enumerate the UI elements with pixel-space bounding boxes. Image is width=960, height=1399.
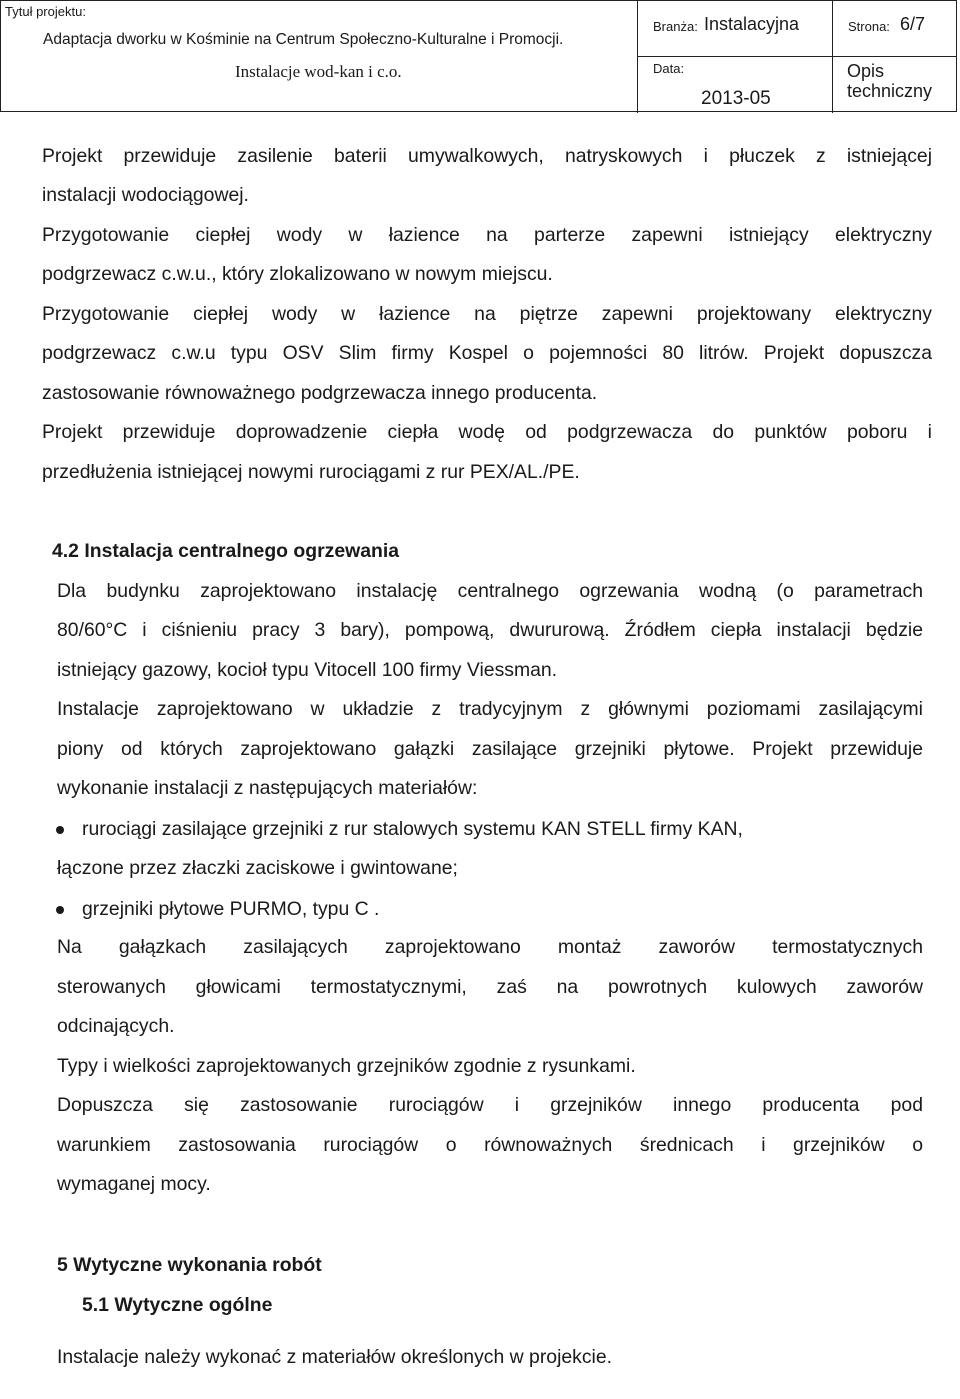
paragraph-line: Typy i wielkości zaprojektowanych grzejników zgodnie z rysunkami. [57, 1055, 636, 1077]
paragraph-line: przedłużenia istniejącej nowymi rurociągami z rur PEX/AL./PE. [42, 461, 580, 483]
date-label: Data: [653, 61, 685, 76]
list-item-continuation: łączone przez złaczki zaciskowe i gwintowane; [57, 857, 458, 879]
paragraph-line: Projekt przewiduje doprowadzenie ciepła wodę od podgrzewacza do punktów poboru i [42, 421, 932, 443]
paragraph-line: Instalacje należy wykonać z materiałów określonych w projekcie. [57, 1346, 613, 1368]
paragraph-line: Projekt przewiduje zasilenie baterii umywalkowych, natryskowych i płuczek z istniejącej [42, 145, 932, 167]
paragraph-line: warunkiem zastosowania rurociągów o równoważnych średnicach i grzejników o [57, 1134, 923, 1156]
paragraph-line: Dla budynku zaprojektowano instalację centralnego ogrzewania wodną (o parametrach [57, 580, 923, 602]
paragraph-line: 80/60°C i ciśnieniu pracy 3 bary), pompową, dwururową. Źródłem ciepła instalacji będzie [57, 619, 923, 641]
paragraph-line: Przygotowanie ciepłej wody w łazience na parterze zapewni istniejący elektryczny [42, 224, 932, 246]
section-heading: 5 Wytyczne wykonania robót [57, 1254, 322, 1276]
title-block [0, 0, 957, 112]
paragraph-line: wykonanie instalacji z następujących materiałów: [57, 777, 478, 799]
paragraph-line: wymaganej mocy. [57, 1173, 211, 1195]
paragraph-line: Instalacje zaprojektowano w układzie z tradycyjnym z głównymi poziomami zasilającymi [57, 698, 923, 720]
subsection-heading: 5.1 Wytyczne ogólne [82, 1294, 273, 1316]
section-heading: 4.2 Instalacja centralnego ogrzewania [52, 540, 400, 562]
date-value: 2013-05 [701, 88, 771, 109]
project-title: Adaptacja dworku w Kośminie na Centrum Społeczno-Kulturalne i Promocji. [43, 31, 564, 48]
divider [832, 1, 833, 57]
paragraph-line: Na gałązkach zasilających zaprojektowano montaż zaworów termostatycznych [57, 936, 923, 958]
branch-value: Instalacyjna [704, 14, 800, 34]
paragraph-line: podgrzewacz c.w.u typu OSV Slim firmy Kospel o pojemności 80 litrów. Projekt dopuszcza [42, 342, 932, 364]
paragraph-line: instalacji wodociągowej. [42, 184, 249, 206]
page-number: 6/7 [900, 14, 926, 34]
bullet-icon [56, 906, 64, 914]
page-label: Strona: [848, 19, 890, 34]
project-subtitle: Instalacje wod-kan i c.o. [235, 62, 402, 81]
divider [637, 1, 638, 113]
list-item: rurociągi zasilające grzejniki z rur stalowych systemu KAN STELL firmy KAN, [82, 818, 743, 840]
paragraph-line: podgrzewacz c.w.u., który zlokalizowano w nowym miejscu. [42, 263, 553, 285]
doc-type-line1: Opis [847, 61, 885, 81]
list-item: grzejniki płytowe PURMO, typu C . [82, 898, 380, 920]
paragraph-line: piony od których zaprojektowano gałązki zasilające grzejniki płytowe. Projekt przewiduje [57, 738, 923, 760]
paragraph-line: Przygotowanie ciepłej wody w łazience na piętrze zapewni projektowany elektryczny [42, 303, 932, 325]
paragraph-line: Dopuszcza się zastosowanie rurociągów i grzejników innego producenta pod [57, 1094, 923, 1116]
paragraph-line: istniejący gazowy, kocioł typu Vitocell 100 firmy Viessman. [57, 659, 558, 681]
paragraph-line: odcinających. [57, 1015, 175, 1037]
paragraph-line: sterowanych głowicami termostatycznymi, zaś na powrotnych kulowych zaworów [57, 976, 923, 998]
branch-label: Branża: [653, 19, 698, 34]
paragraph-line: zastosowanie równoważnego podgrzewacza innego producenta. [42, 382, 598, 404]
divider [637, 56, 957, 57]
project-label: Tytuł projektu: [5, 4, 86, 19]
bullet-icon [56, 826, 64, 834]
divider [832, 56, 833, 113]
doc-type-line2: techniczny [847, 81, 933, 101]
